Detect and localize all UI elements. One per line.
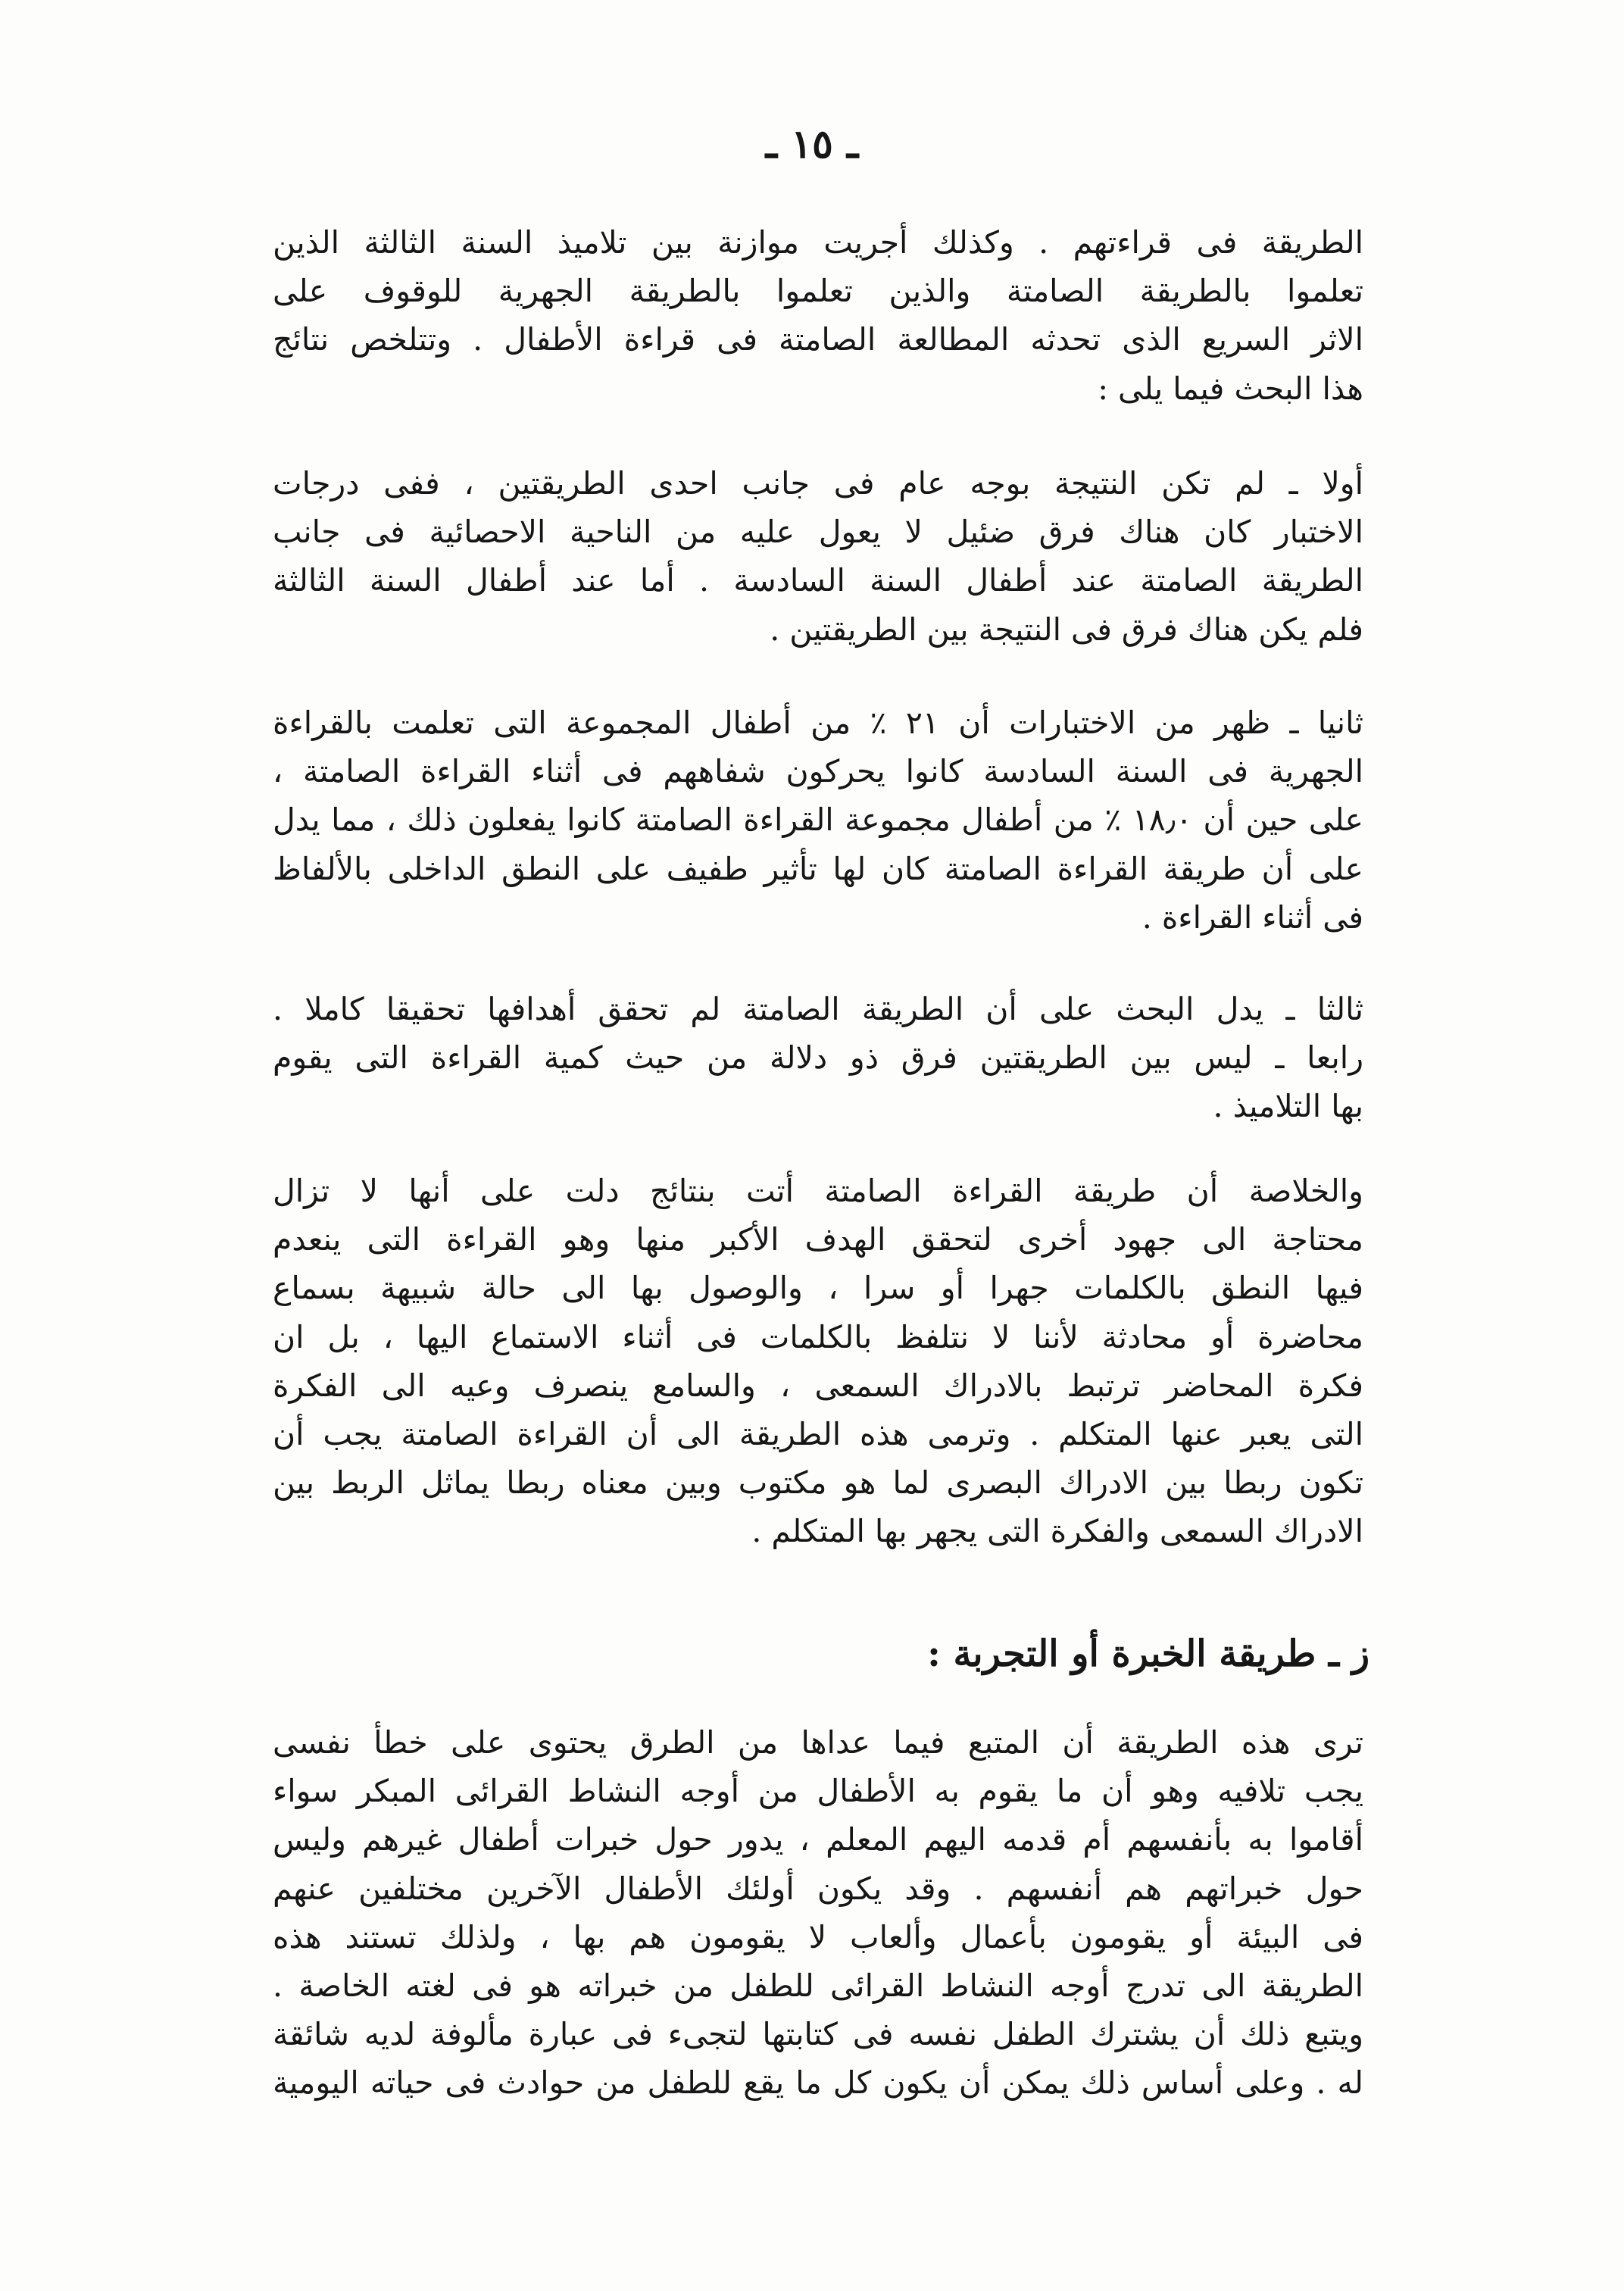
- paragraph-first: [273, 459, 1363, 654]
- text-line: على أن طريقة القراءة الصامتة كان لها تأثير طفيف على النطق الداخلى بالألفاظ: [273, 850, 1363, 887]
- section-heading: ز ـ طريقة الخبرة أو التجربة :: [927, 1633, 1369, 1675]
- text-line: والخلاصة أن طريقة القراءة الصامتة أتت بنتائج دلت على أنها لا تزال: [273, 1173, 1363, 1209]
- text-line: بها التلاميذ .: [1213, 1088, 1363, 1125]
- text-line: الطريقة الى تدرج أوجه النشاط القرائى للطفل من خبراته هو فى لغته الخاصة .: [273, 1968, 1363, 2005]
- paragraph-second: [273, 699, 1363, 942]
- text-line: محاضرة أو محادثة لأننا لا نتلفظ بالكلمات فى أثناء الاستماع اليها ، بل ان: [273, 1318, 1363, 1355]
- text-line: محتاجة الى جهود أخرى لتحقق الهدف الأكبر منها وهو القراءة التى ينعدم: [273, 1221, 1363, 1258]
- text-line: حول خبراتهم هم أنفسهم . وقد يكون أولئك الأطفال الآخرين مختلفين عنهم: [273, 1870, 1363, 1907]
- text-line: الطريقة الصامتة عند أطفال السنة السادسة . أما عند أطفال السنة الثالثة: [273, 562, 1363, 599]
- text-line: له . وعلى أساس ذلك يمكن أن يكون كل ما يقع للطفل من حوادث فى حياته اليومية: [273, 2064, 1363, 2102]
- paragraph-third-fourth: [273, 985, 1363, 1131]
- paragraph-experience: [273, 1718, 1363, 2108]
- text-line: الجهرية فى السنة السادسة كانوا يحركون شفاههم فى أثناء القراءة الصامتة ،: [273, 753, 1363, 790]
- text-line: التى يعبر عنها المتكلم . وترمى هذه الطريقة الى أن القراءة الصامتة يجب أن: [273, 1416, 1363, 1453]
- text-line: ثانيا ـ ظهر من الاختبارات أن ٢١ ٪ من أطفال المجموعة التى تعلمت بالقراءة: [273, 705, 1363, 741]
- text-line: يجب تلافيه وهو أن ما يقوم به الأطفال من أوجه النشاط القرائى المبكر سواء: [273, 1773, 1363, 1810]
- text-line: فكرة المحاضر ترتبط بالادراك السمعى ، والسامع ينصرف وعيه الى الفكرة: [273, 1367, 1363, 1404]
- paragraph-conclusion: [273, 1167, 1363, 1556]
- text-line: فلم يكن هناك فرق فى النتيجة بين الطريقتين .: [770, 611, 1363, 648]
- text-line: الاختبار كان هناك فرق ضئيل لا يعول عليه من الناحية الاحصائية فى جانب: [273, 514, 1363, 551]
- text-line: تعلموا بالطريقة الصامتة والذين تعلموا بالطريقة الجهرية للوقوف على: [273, 273, 1363, 310]
- text-line: الادراك السمعى والفكرة التى يجهر بها المتكلم .: [751, 1513, 1363, 1550]
- text-line: ويتبع ذلك أن يشترك الطفل نفسه فى كتابتها لتجىء فى عبارة مألوفة لديه شائقة: [273, 2016, 1363, 2053]
- page-number: ـ ١٥ ـ: [765, 121, 859, 167]
- text-line: ترى هذه الطريقة أن المتبع فيما عداها من الطرق يحتوى على خطأ نفسى: [273, 1724, 1363, 1761]
- text-line: الطريقة فى قراءتهم . وكذلك أجريت موازنة بين تلاميذ السنة الثالثة الذين: [273, 224, 1363, 261]
- text-line: هذا البحث فيما يلى :: [1098, 370, 1363, 407]
- text-line: الاثر السريع الذى تحدثه المطالعة الصامتة فى قراءة الأطفال . وتتلخص نتائج: [273, 321, 1363, 358]
- text-line: أقاموا به بأنفسهم أم قدمه اليهم المعلم ، يدور حول خبرات أطفال غيرهم وليس: [273, 1821, 1363, 1858]
- text-line: تكون ربطا بين الادراك البصرى لما هو مكتوب وبين معناه ربطا يماثل الربط بين: [273, 1464, 1363, 1502]
- text-line: فيها النطق بالكلمات جهرا أو سرا ، والوصول بها الى حالة شبيهة بسماع: [273, 1270, 1363, 1307]
- text-line: على حين أن ١٨٫٠ ٪ من أطفال مجموعة القراءة الصامتة كانوا يفعلون ذلك ، مما يدل: [273, 802, 1363, 839]
- text-line: فى أثناء القراءة .: [1141, 899, 1363, 936]
- text-line: ثالثا ـ يدل البحث على أن الطريقة الصامتة لم تحقق أهدافها تحقيقا كاملا .: [273, 991, 1363, 1027]
- text-line: أولا ـ لم تكن النتيجة بوجه عام فى جانب احدى الطريقتين ، ففى درجات: [273, 465, 1363, 502]
- paragraph-intro: [273, 218, 1363, 413]
- text-line: فى البيئة أو يقومون بأعمال وألعاب لا يقومون هم بها ، ولذلك تستند هذه: [273, 1918, 1363, 1955]
- text-line: رابعا ـ ليس بين الطريقتين فرق ذو دلالة من حيث كمية القراءة التى يقوم: [273, 1039, 1363, 1077]
